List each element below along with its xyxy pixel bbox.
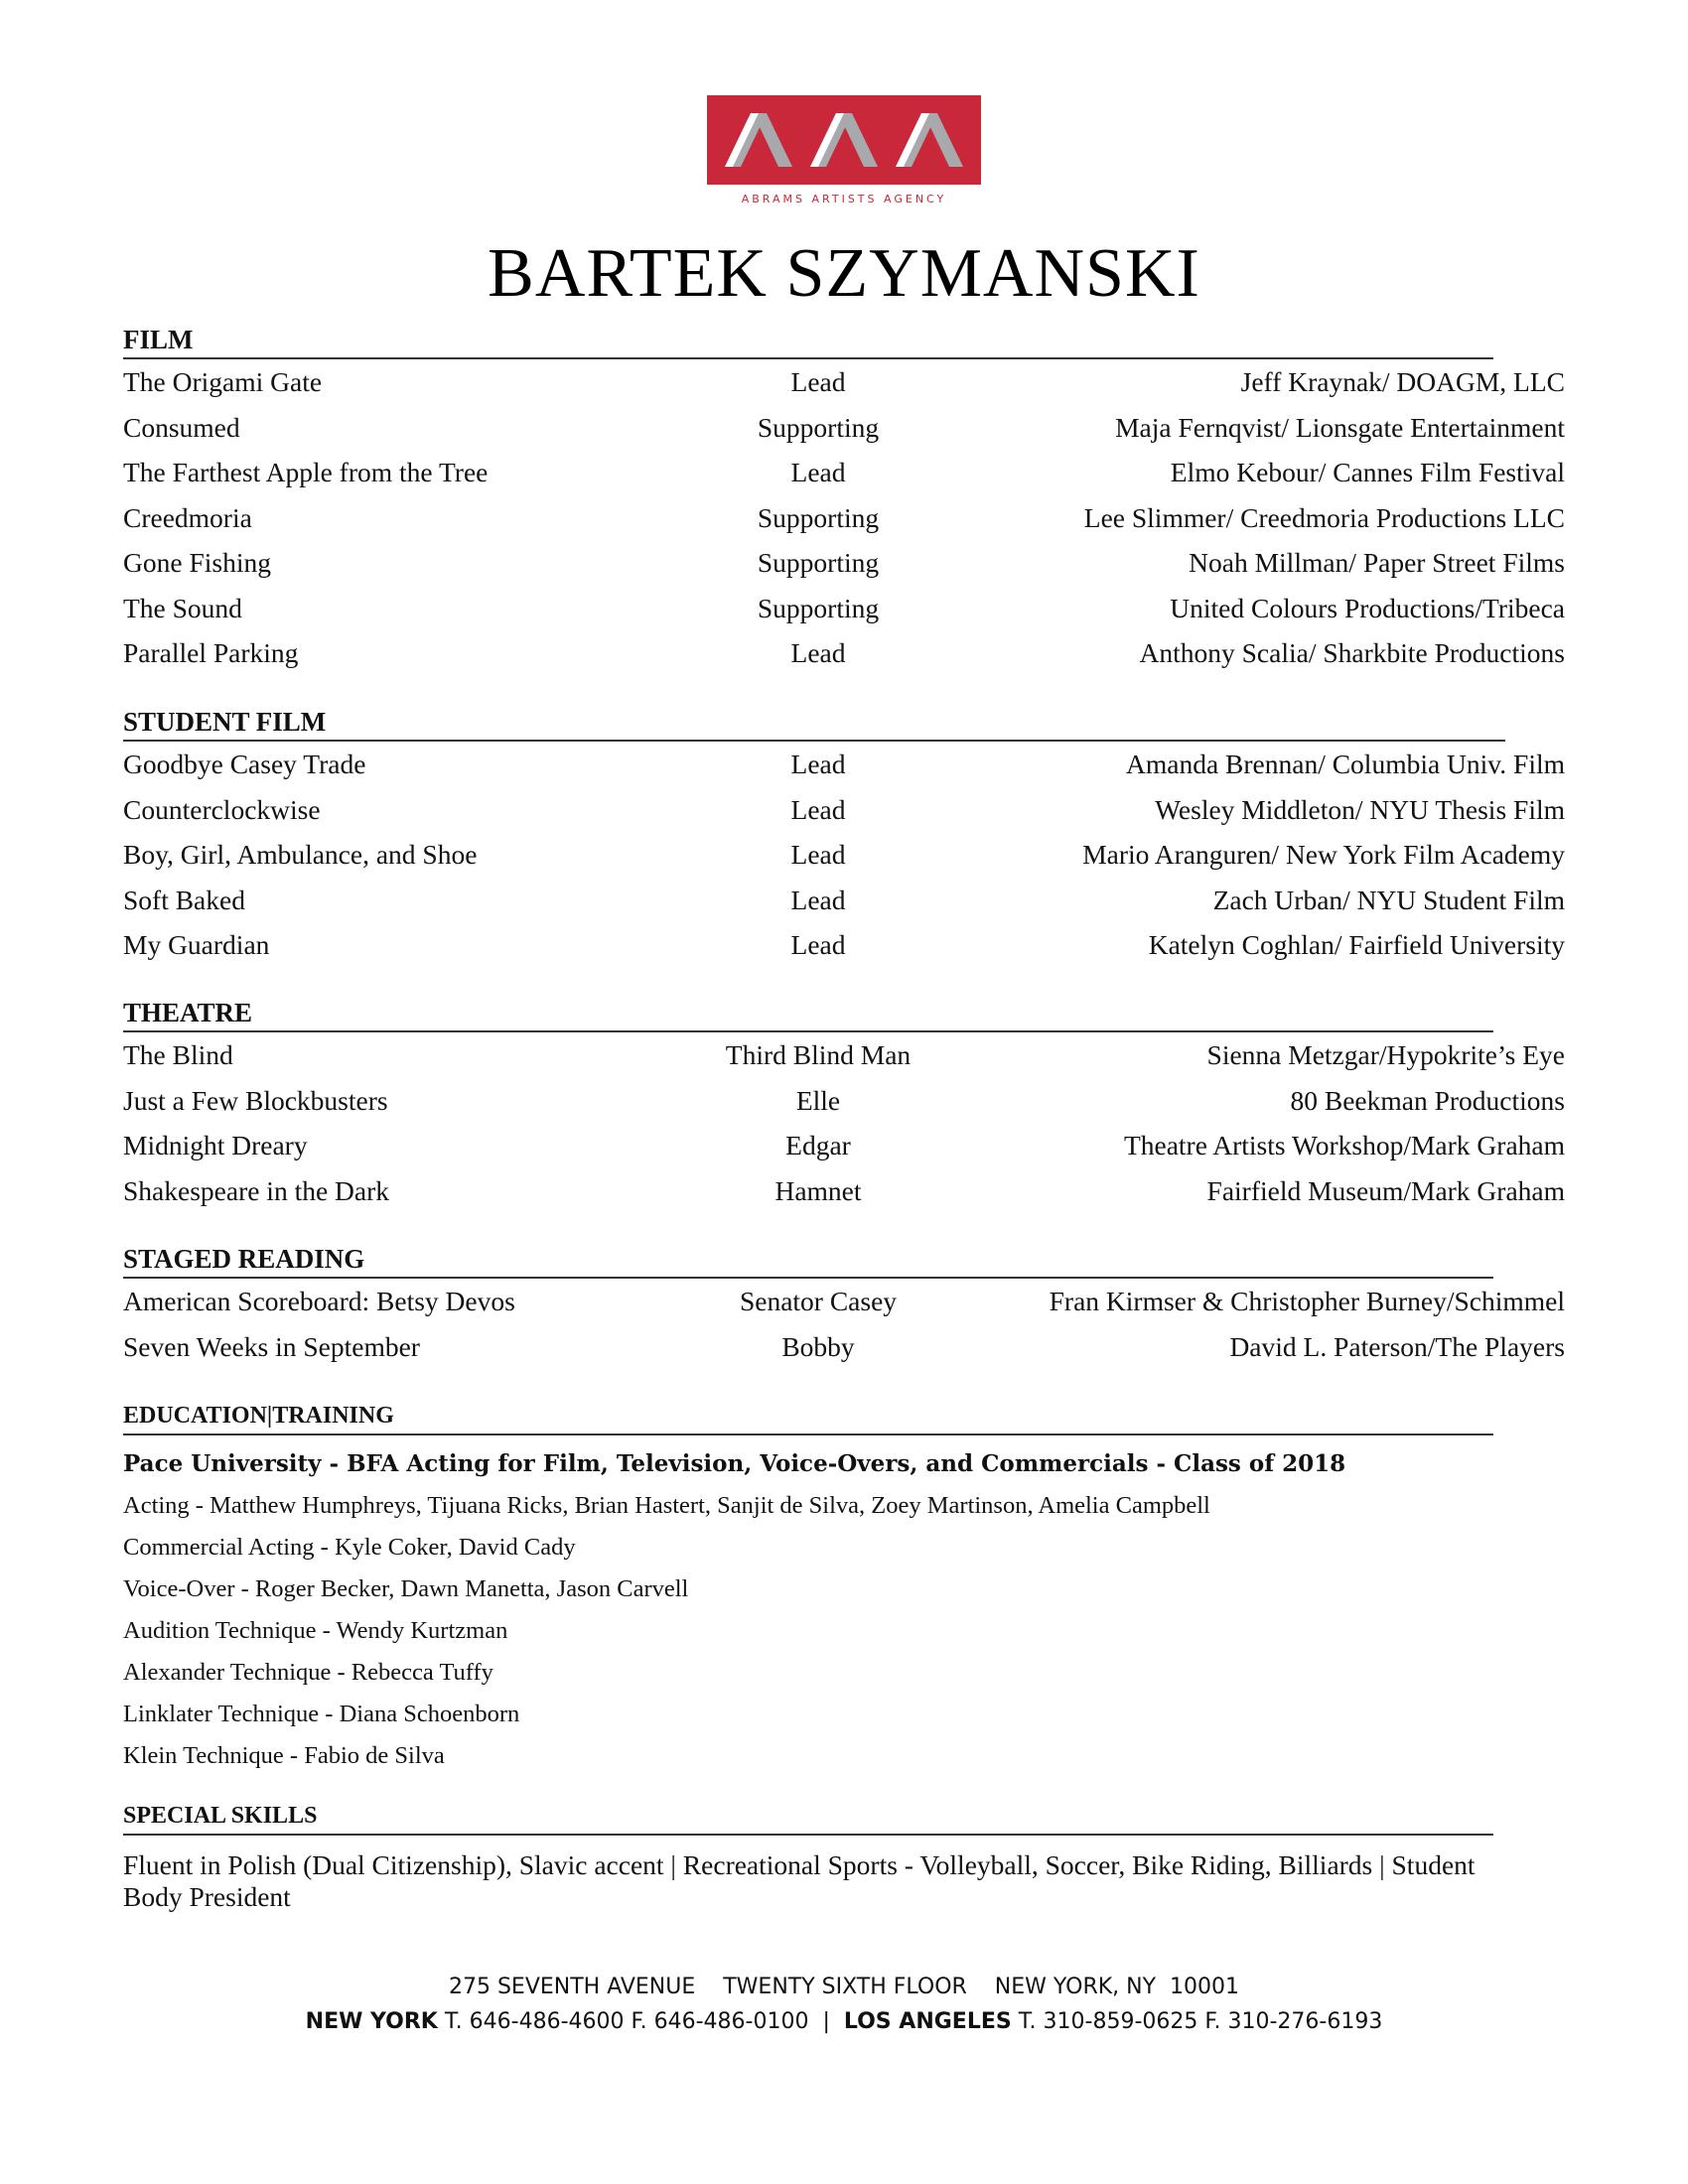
credit-company: Fran Kirmser & Christopher Burney/Schimmel [1049,1286,1565,1316]
credit-role: Elle [795,1084,841,1116]
credit-role: Supporting [757,501,880,533]
credit-role: Lead [790,366,846,397]
credit-row [123,1078,1565,1124]
credit-title: Creedmoria [123,501,252,533]
credit-title: Gone Fishing [123,547,271,578]
actor-name: BARTEK SZYMANSKI [488,235,1200,312]
credit-role: Edgar [785,1130,851,1160]
credit-row [123,359,1565,405]
credit-company: Theatre Artists Workshop/Mark Graham [1123,1130,1565,1160]
staged-reading-section [123,1242,1565,1369]
credit-company: Jeff Kraynak/ DOAGM, LLC [1240,366,1565,397]
credit-company: Amanda Brennan/ Columbia Univ. Film [1126,749,1565,779]
section-heading: SPECIAL SKILLS [123,1799,1493,1836]
credit-row [123,922,1565,968]
credit-company: 80 Beekman Productions [1290,1084,1565,1116]
logo-mark [707,95,981,185]
credit-role: Supporting [757,411,880,443]
theatre-section [123,996,1565,1213]
agency-logo [707,95,981,205]
credit-title: The Farthest Apple from the Tree [123,457,489,487]
credit-title: Shakespeare in the Dark [123,1174,390,1206]
footer-la-phones: T. 310-859-0625 F. 310-276-6193 [1011,2009,1383,2034]
credit-role: Senator Casey [739,1286,898,1316]
credit-role: Hamnet [774,1174,862,1206]
credit-list [123,742,1565,968]
credit-role: Third Blind Man [725,1039,912,1070]
credit-company: Katelyn Coghlan/ Fairfield University [1148,929,1565,960]
section-heading: THEATRE [123,996,1493,1032]
training-line: Klein Technique - Fabio de Silva [123,1742,445,1769]
credit-row [123,878,1565,923]
credit-company: Anthony Scalia/ Sharkbite Productions [1139,637,1565,668]
credit-title: Midnight Dreary [123,1130,308,1160]
training-line: Linklater Technique - Diana Schoenborn [123,1701,520,1727]
credit-title: My Guardian [123,929,270,960]
footer-contacts [0,2004,1688,2039]
credit-company: Fairfield Museum/Mark Graham [1206,1174,1565,1206]
credit-title: The Blind [123,1039,233,1070]
credit-row [123,1168,1565,1214]
credit-row [123,540,1565,586]
credit-title: Seven Weeks in September [123,1330,420,1362]
credit-title: Just a Few Blockbusters [123,1084,388,1116]
credit-company: David L. Paterson/The Players [1229,1330,1565,1362]
credit-list [123,359,1565,676]
credit-row [123,450,1565,495]
credit-role: Lead [790,884,846,915]
credit-title: American Scoreboard: Betsy Devos [123,1286,515,1316]
credit-role: Supporting [757,592,880,623]
credit-role: Lead [790,793,846,825]
credit-row [123,787,1565,833]
credit-row [123,586,1565,631]
credit-title: The Sound [123,592,242,623]
agency-footer [0,1970,1688,2039]
credit-row [123,742,1565,787]
credit-row [123,1032,1565,1078]
logo-caption: ABRAMS ARTISTS AGENCY [741,193,947,205]
credit-role: Supporting [757,547,880,578]
credit-role: Bobby [781,1330,855,1362]
section-heading: FILM [123,323,1493,359]
credit-role: Lead [790,839,846,870]
film-section [123,323,1565,676]
credit-row [123,1279,1565,1324]
footer-la-label: LOS ANGELES [843,2009,1012,2034]
credit-row [123,495,1565,541]
credit-row [123,832,1565,878]
credit-title: Boy, Girl, Ambulance, and Shoe [123,839,478,870]
credit-company: Wesley Middleton/ NYU Thesis Film [1155,793,1565,825]
student-film-section [123,705,1565,968]
footer-address: 275 SEVENTH AVENUE TWENTY SIXTH FLOOR NEW YORK, NY 10001 [448,1975,1240,1999]
credit-list [123,1032,1565,1213]
credit-role: Lead [790,749,846,779]
credit-company: Sienna Metzgar/Hypokrite’s Eye [1206,1039,1565,1070]
credit-company: Maja Fernqvist/ Lionsgate Entertainment [1115,411,1565,443]
credit-title: The Origami Gate [123,366,323,397]
degree-line: Pace University - BFA Acting for Film, Television, Voice-Overs, and Commercials - Class of 2018 [123,1450,1346,1477]
education-section [123,1399,1565,1777]
credit-title: Consumed [123,411,240,443]
footer-ny-label: NEW YORK [305,2009,438,2034]
training-line: Voice-Over - Roger Becker, Dawn Manetta, Jason Carvell [123,1575,689,1602]
credit-title: Parallel Parking [123,637,299,668]
training-line: Alexander Technique - Rebecca Tuffy [123,1659,493,1686]
credit-company: United Colours Productions/Tribeca [1170,592,1565,623]
credit-company: Lee Slimmer/ Creedmoria Productions LLC [1083,501,1565,533]
credit-title: Goodbye Casey Trade [123,749,366,779]
credit-row [123,1123,1565,1168]
credit-list [123,1279,1565,1369]
training-line: Audition Technique - Wendy Kurtzman [123,1617,508,1644]
section-heading: STAGED READING [123,1242,1493,1279]
credit-title: Soft Baked [123,884,245,915]
footer-ny-phones: T. 646-486-4600 F. 646-486-0100 | [437,2009,844,2034]
credit-title: Counterclockwise [123,793,321,825]
credit-role: Lead [790,637,846,668]
section-heading: EDUCATION|TRAINING [123,1399,1493,1435]
credit-row [123,405,1565,451]
credit-company: Mario Aranguren/ New York Film Academy [1082,839,1565,870]
training-line: Commercial Acting - Kyle Coker, David Cady [123,1534,576,1561]
credit-company: Elmo Kebour/ Cannes Film Festival [1170,457,1565,487]
credit-row [123,630,1565,676]
credit-row [123,1324,1565,1370]
section-heading: STUDENT FILM [123,705,1505,742]
triple-a-logo-icon [707,95,981,185]
training-line: Acting - Matthew Humphreys, Tijuana Ricks, Brian Hastert, Sanjit de Silva, Zoey Martinson, Amelia Campbell [123,1492,1210,1519]
credit-role: Lead [790,457,846,487]
credit-company: Noah Millman/ Paper Street Films [1189,547,1565,578]
skills-text: Fluent in Polish (Dual Citizenship), Slavic accent | Recreational Sports - Volleyball, Soccer, Bike Riding, Billiards | Student Body President [123,1849,1476,1912]
special-skills-section [123,1799,1565,1913]
credit-company: Zach Urban/ NYU Student Film [1212,884,1565,915]
credit-role: Lead [790,929,846,960]
